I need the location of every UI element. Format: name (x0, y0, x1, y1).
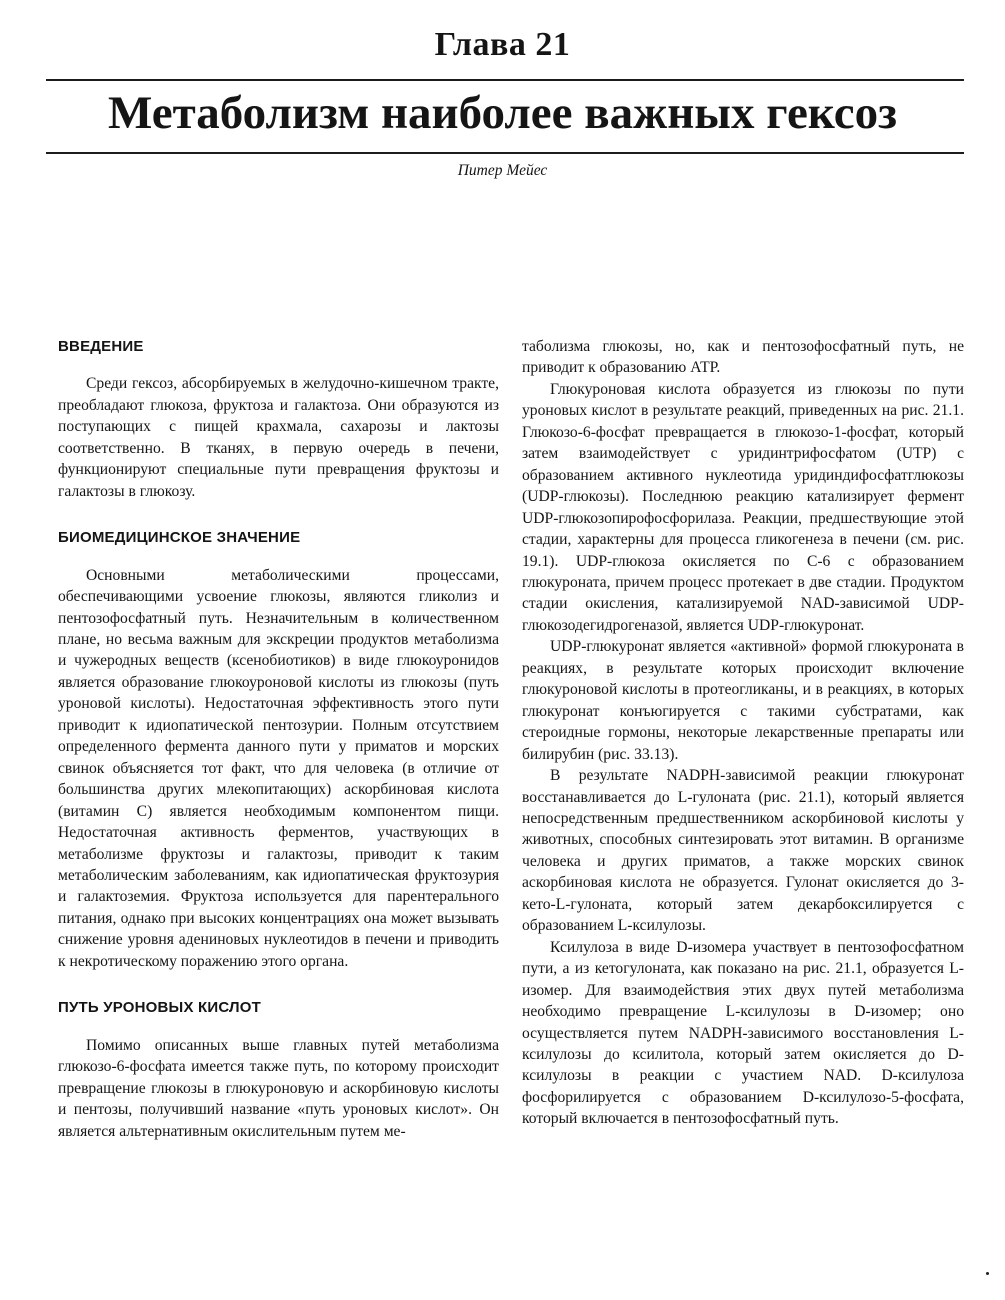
paragraph: Ксилулоза в виде D-изомера участвует в пентозофосфатном пути, а из кетогулоната, как показано на рис. 21.1, образуется L-изомер. Для взаимодействия этих двух путей метаболизма необходимо превращение L-ксилулозы в D-изомер; оно осуществляется путем NADPH-зависимого восстановления L-ксилулозы до ксилитола, который затем окисляется до D-ксилулозы в реакции с участием NAD. D-ксилулоза фосфорилируется с образованием D-ксилулозо-5-фосфата, который включается в пентозофосфатный путь. (522, 938, 964, 1128)
author-name: Питер Мейес (457, 162, 548, 179)
chapter-label: Глава 21 (434, 26, 571, 63)
paragraph: Основными метаболическими процессами, обеспечивающими усвоение глюкозы, являются гликолиз и пентозофосфатный путь. Незначительным в количественном плане, но весьма важным для экскреции продуктов метаболизма и чужеродных веществ (ксенобиотиков) в виде глюкоуронидов является образование глюкоуроновой кислоты из глюкозы (путь уроновой кислоты). Недостаточная эффективность этого пути приводит к идиопатической пентозурии. Полным отсутствием определенного фермента данного пути у приматов и морских свинок объясняется тот факт, что для человека (в отличие от большинства других млекопитающих) аскорбиновая кислота (витамин С) является необходимым компонентом пищи. Недостаточная активность ферментов, участвующих в метаболизме фруктозы и галактозы, приводит к таким метаболическим заболеваниям, как идиопатическая фруктозурия и галактоземия. Фруктоза используется для парентерального питания, однако при высоких концентрациях она может вызывать снижение уровня адениновых нуклеотидов в печени и приводить к некротическому поражению этого органа. (58, 566, 499, 970)
paragraph: Среди гексоз, абсорбируемых в желудочно-кишечном тракте, преобладают глюкоза, фруктоза и галактоза. Они образуются из поступающих с пищей крахмала, сахарозы и лактозы соответственно. В тканях, в первую очередь в печени, функционируют специальные пути превращения фруктозы и галактозы в глюкозу. (58, 375, 499, 500)
paragraph: UDP-глюкуронат является «активной» формой глюкуроната в реакциях, в результате которых происходит включение глюкуроновой кислоты в протеогликаны, и в реакциях, в которых глюкуронат конъюгируется с такими субстратами, как стероидные гормоны, некоторые лекарственные препараты или билирубин (рис. 33.13). (522, 638, 964, 763)
left-column (58, 336, 499, 1142)
section-heading-introduction: ВВЕДЕНИЕ (58, 338, 144, 355)
paragraph: Глюкуроновая кислота образуется из глюкозы по пути уроновых кислот в результате реакций, приведенных на рис. 21.1. Глюкозо-6-фосфат превращается в глюкозо-1-фосфат, который затем взаимодействует с уридинтрифосфатом (UTP) с образованием активного нуклеотида уридиндифосфатглюкозы (UDP-глюкозы). Последнюю реакцию катализирует фермент UDP-глюкозопирофосфорилаза. Реакции, предшествующие этой стадии, характерны для процесса гликогенеза в печени (см. рис. 19.1). UDP-глюкоза окисляется по С-6 с образованием глюкуроната, причем процесс протекает в две стадии. Продуктом стадии окисления, катализируемой NAD-зависимой UDP-глюкозодегидрогеназой, является UDP-глюкуронат. (522, 380, 964, 634)
page-mark (986, 1272, 989, 1275)
section-heading-uronic-pathway: ПУТЬ УРОНОВЫХ КИСЛОТ (58, 999, 261, 1017)
right-column (522, 336, 964, 1130)
bottom-rule (46, 152, 964, 154)
paragraph-continuation: таболизма глюкозы, но, как и пентозофосфатный путь, не приводит к образованию АТР. (522, 338, 964, 377)
section-heading-biomedical: БИОМЕДИЦИНСКОЕ ЗНАЧЕНИЕ (58, 529, 301, 547)
chapter-title: Метаболизм наиболее важных гексоз (108, 87, 897, 139)
paragraph: В результате NADPH-зависимой реакции глюкуронат восстанавливается до L-гулоната (рис. 21.1), который является непосредственным предшественником аскорбиновой кислоты у животных, способных синтезировать этот витамин. В организме человека и других приматов, а также морских свинок аскорбиновая кислота не образуется. Гулонат окисляется до 3-кето-L-гулоната, который затем декарбоксилируется с образованием L-ксилулозы. (522, 767, 964, 935)
top-rule (46, 79, 964, 81)
paragraph: Помимо описанных выше главных путей метаболизма глюкозо-6-фосфата имеется также путь, по которому происходит превращение глюкозы в глюкуроновую и аскорбиновую кислоты и пентозы, получивший название «путь уроновых кислот». Он является альтернативным окислительным путем ме- (58, 1036, 499, 1140)
